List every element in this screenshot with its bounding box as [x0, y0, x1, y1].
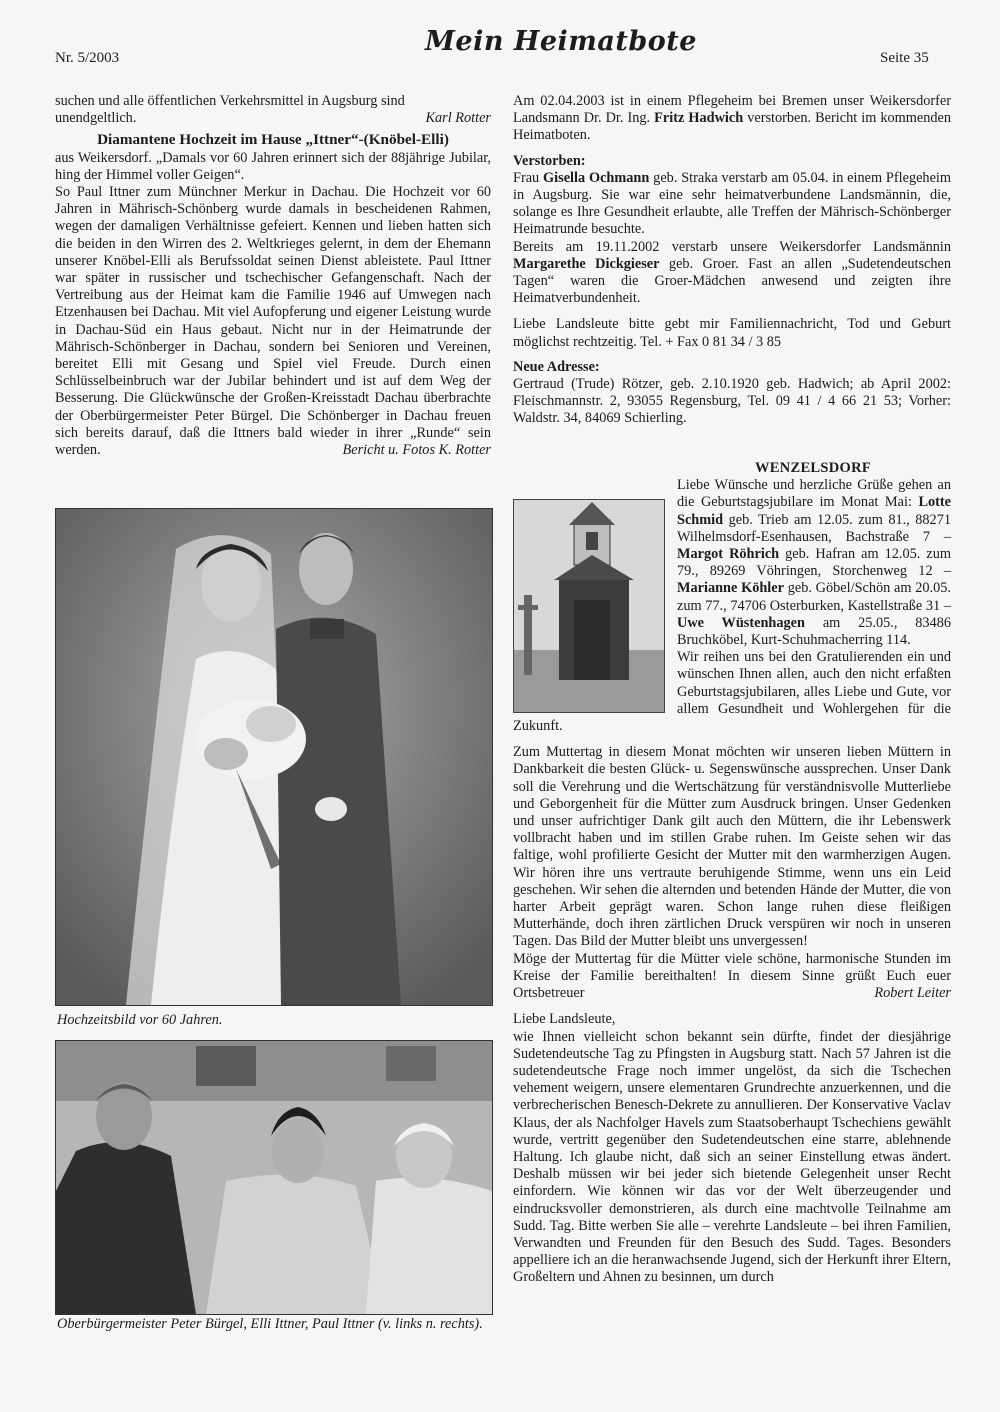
left-column [55, 93, 491, 459]
dickgieser-prefix: Bereits am 19.11.2002 verstarb unsere Weikersdorfer Landsmännin [513, 238, 951, 255]
jubilar-details-2: geb. Hafran am 12.05. zum 79., 89269 Vöhringen, Storchenweg 12 – [677, 546, 951, 580]
muttertag-closing [513, 951, 951, 1003]
family-photo-caption: Oberbürgermeister Peter Bürgel, Elli Ittner, Paul Ittner (v. links n. rechts). [57, 1316, 483, 1332]
article-paragraph: aus Weikersdorf. „Damals vor 60 Jahren erinnert sich der 88jährige Jubilar, hing der Himmel voller Geigen“. [55, 149, 491, 183]
wedding-photo-image [56, 509, 492, 1005]
landsleute-greeting: Liebe Landsleute, [513, 1011, 616, 1028]
birthday-intro: Liebe Wünsche und herzliche Grüße gehen an die Geburtstagsjubilare im Monat Mai: [677, 477, 951, 511]
ochmann-prefix: Frau [513, 169, 540, 186]
hadwich-notice [513, 93, 951, 145]
wedding-photo-caption: Hochzeitsbild vor 60 Jahren. [57, 1012, 223, 1028]
verstorben-heading: Verstorben: [513, 152, 586, 169]
right-column-upper [513, 93, 951, 428]
family-photo [55, 1040, 493, 1315]
masthead: Mein Heimatbote [425, 26, 697, 57]
intro-signature: Karl Rotter [425, 110, 491, 127]
jubilar-name-2: Margot Röhrich [677, 546, 780, 563]
hadwich-text: Am 02.04.2003 ist in einem Pflegeheim bei Bremen unser Weikersdorfer Landsmann Dr. Dr. Ing. [513, 93, 951, 127]
intro-end: unendgeltlich. [55, 110, 137, 127]
jubilar-details-4: am 25.05., 83486 Bruchköbel, Kurt-Schuhmacherring 114. [677, 614, 951, 649]
ochmann-notice [513, 170, 951, 239]
jubilar-details-1: geb. Trieb am 12.05. zum 81., 88271 Wilhelmsdorf-Esenhausen, Bachstraße 7 – [677, 511, 951, 545]
muttertag-closing-text: Möge der Muttertag für die Mütter viele schöne, harmonische Stunden im Kreise der Familie bereithalten! In diesem Sinne grüßt Euch euer Ortsbetreuer [513, 950, 951, 1002]
wenzelsdorf-section [513, 460, 951, 1287]
ochmann-text: geb. Straka verstarb am 05.04. in einem Pflegeheim in Augsburg. Sie war eine sehr heimatverbundene Landsmännin, die, solange es Ihre Gesundheit erlaubte, alle Treffen der Mährisch-Schönberger Heimatrunde besuchte. [513, 169, 952, 238]
family-photo-image [56, 1041, 492, 1314]
intro-line: suchen und alle öffentlichen Verkehrsmittel in Augsburg sind [55, 93, 405, 109]
wenzelsdorf-heading: WENZELSDORF [754, 460, 872, 476]
ochmann-name: Gisella Ochmann [543, 169, 650, 186]
landsleute-paragraph: wie Ihnen vielleicht schon bekannt sein dürfte, findet der diesjährige Sudetendeutsche Tag zu Pfingsten in Augsburg statt. Nach 57 Jahren ist die sudetendeutsche Frage noch immer ungelöst, da sich die Tschechen vehement weigern, unsere elementaren Grundrechte anzuerkennen, und die verbrecherischen Benesch-Dekrete zu annullieren. Der Konservative Vaclav Klaus, der als Nachfolger Havels zum Staatsoberhaupt Tschechiens gewählt wurde, vertritt gegenüber den Sudetendeutschen eine starre, ablehnende Haltung. Ich glaube nicht, daß sich an seiner Einstellung etwas ändert. Deshalb müssen wir bei jeder sich bietende Gelegenheit unser Recht einfordern. Wie können wir das vor der Welt überzeugender und eindrucksvoller demonstrieren, als durch eine machtvolle Teilnahme am Sudd. Tag. Bitte werben Sie alle – verehrte Landsleute – bei ihren Familien, Verwandten und Freunden für den Besuch des Sudd. Tages. Besonders appelliere ich an die heranwachsende Jugend, sich der Herkunft ihrer Eltern, Großeltern und Ahnen zu besinnen, um durch [513, 1028, 951, 1286]
family-news-request: Liebe Landsleute bitte gebt mir Familiennachricht, Tod und Geburt möglichst rechtzeitig. Tel. + Fax 0 81 34 / 3 85 [513, 316, 951, 350]
article-signature: Bericht u. Fotos K. Rotter [342, 442, 491, 459]
page-number: Seite 35 [880, 50, 929, 66]
article-title: Diamantene Hochzeit im Hause „Ittner“-(Knöbel-Elli) [97, 131, 449, 149]
dickgieser-text: geb. Groer. Fast an allen „Sudetendeutschen Tagen“ waren die Groer-Mädchen anwesend und zeigten ihre Heimatverbundenheit. [513, 255, 951, 307]
article-paragraph [55, 184, 491, 459]
jubilar-name-1: Lotte Schmid [677, 494, 951, 528]
intro-line [55, 110, 491, 127]
chapel-photo [513, 499, 665, 713]
hadwich-name: Fritz Hadwich [654, 110, 744, 127]
dickgieser-name: Margarethe Dickgieser [513, 255, 660, 272]
jubilar-details-3: geb. Göbel/Schön am 20.05. zum 77., 74706 Osterburken, Kastellstraße 31 – [677, 580, 951, 614]
muttertag-signature: Robert Leiter [874, 985, 951, 1002]
issue-number: Nr. 5/2003 [55, 50, 120, 66]
article-body: So Paul Ittner zum Münchner Merkur in Dachau. Die Hochzeit vor 60 Jahren in Mährisch-Schönberg wurde damals in bescheidenen Rahmen, wegen der damaligen Verhältnisse gefeiert. Kennen und lieben hatten sich die beiden in den Wirren des 2. Weltkrieges gelernt, in dem der Ehemann unserer Knöbel-Elli als Berufssoldat seinen Dienst ableistete. Paul Ittner war später in russischer und tschechischer Gefangenschaft. Nach der Vertreibung aus der Heimat kam die Familie 1946 auf Umwegen nach Etzenhausen bei Dachau. Mit viel Aufopferung und eigener Leistung wurde in Dachau-Süd ein Haus gebaut. Nicht nur in der Heimatrunde der Mährisch-Schönberger in Dachau, sondern bei Senioren und Vereinen, bereitet Elli mit Gesang und Spiel viel Freude. Durch einen Schlüsselbeinbruch war der Jubilar behindert und ist auf dem Weg der Besserung. Die Glückwünsche der Großen-Kreisstadt Dachau überbrachte der Oberbürgermeister Peter Bürgel. Die Schönberger in Dachau freuen sich bereits darauf, daß die Ittners bald wieder in ihrer „Runde“ sein werden. [55, 184, 491, 459]
new-address-heading: Neue Adresse: [513, 358, 600, 375]
wedding-photo [55, 508, 493, 1006]
jubilar-name-4: Uwe Wüstenhagen [677, 614, 805, 631]
muttertag-paragraph: Zum Muttertag in diesem Monat möchten wir unseren lieben Müttern in Dankbarkeit die besten Glück- u. Segenswünsche aussprechen. Unser Dank soll die Verehrung und die Wertschätzung für verständnisvolle Mutterliebe und Geborgenheit für die Mütter zum Ausdruck bringen. Unser Gedenken und unser aufrichtiger Dank gilt auch den Müttern, die ihr Lebenswerk vollbracht haben und im stillen Grabe ruhen. Im Geiste sehen wir das faltige, wohl profilierte Gesicht der Mutter mit den warmherzigen Augen. Wir hören ihre uns vertraute beruhigende Stimme, wenn uns ein Leid geschehen. Wir sehen die alternden und betenden Hände der Mutter, die von harter Arbeit geprägt waren. Schon lange ruhen diese fleißigen Mutterhände, doch ihren zärtlichen Druck verspüren wir noch in unseren Tagen. Das Bild der Mutter bleibt uns unvergessen! [513, 744, 951, 950]
new-address: Gertraud (Trude) Rötzer, geb. 2.10.1920 geb. Hadwich; ab April 2002: Fleischmannstr. 2, 93055 Regensburg, Tel. 09 41 / 4 66 21 53; Vorher: Waldstr. 34, 84069 Schierling. [513, 376, 951, 427]
hadwich-text-end: verstorben. Bericht im kommenden Heimatboten. [513, 110, 952, 144]
dickgieser-notice [513, 239, 951, 308]
jubilar-name-3: Marianne Köhler [677, 580, 784, 597]
birthday-closing: Wir reihen uns bei den Gratulierenden ein und wünschen Ihnen allen, auch den nicht erfaßten Geburtstagsjubilaren, alles Liebe und Gute, vor allem Gesundheit und Wohlergehen für die Zukunft. [513, 649, 951, 735]
chapel-image [514, 500, 664, 712]
